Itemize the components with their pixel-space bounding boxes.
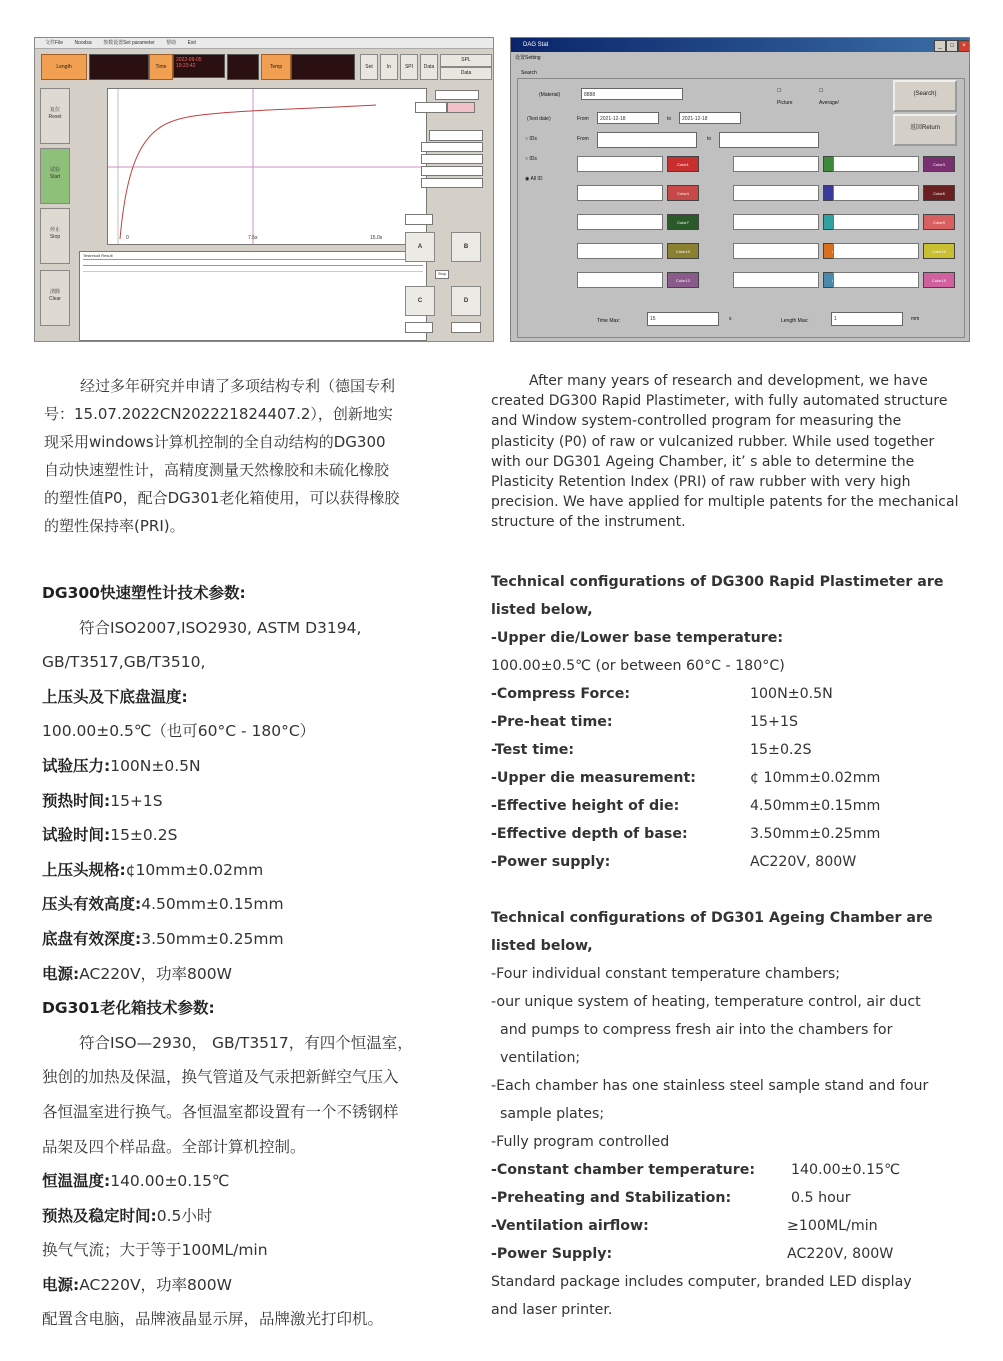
- time-max-input[interactable]: 15: [647, 312, 719, 326]
- plot-curve: [120, 105, 376, 239]
- cn-dg300-title: DG300快速塑性计技术参数:: [42, 584, 246, 602]
- cn-spec-row: [42, 1268, 413, 1303]
- setting-menu[interactable]: 设置Setting: [515, 55, 541, 61]
- cn-spec-label: 压头有效高度:: [42, 895, 142, 914]
- stop-small[interactable]: Stop: [435, 270, 449, 279]
- en-spec-label: -Power Supply:: [491, 1246, 613, 1262]
- en-dg301-title-2: listed below,: [491, 938, 593, 954]
- en-specs: [491, 574, 971, 1334]
- value-input-top[interactable]: [405, 214, 433, 225]
- software-screenshot-search: [510, 37, 970, 342]
- color-swatch[interactable]: Color15: [923, 272, 955, 288]
- cn-spec-label: 上压头规格:: [42, 860, 126, 879]
- cn-spec-value: 140.00±0.15℃: [110, 1172, 230, 1191]
- en-spec-value: AC220V, 800W: [787, 1246, 894, 1262]
- en-spec-value: 3.50mm±0.25mm: [750, 826, 881, 842]
- value-input-bottom-2[interactable]: [451, 322, 481, 333]
- cn-intro-line: 经过多年研究并申请了多项结构专利（德国专利: [80, 377, 396, 395]
- param-select-2[interactable]: [429, 130, 483, 141]
- radio-ids-2-label: IDs: [529, 156, 537, 162]
- test-curve-plot: [107, 88, 427, 245]
- cn-spec-label: 试验压力:: [42, 756, 111, 775]
- software-screenshot-main: [34, 37, 494, 342]
- menu-item[interactable]: Noodsa: [74, 40, 92, 46]
- en-spec-label: -Power supply:: [491, 854, 611, 870]
- maximize-icon[interactable]: □: [946, 40, 958, 52]
- en-dg301-line: -Four individual constant temperature chambers;: [491, 966, 841, 982]
- color-id-input[interactable]: [577, 156, 663, 172]
- cn-spec-value: 4.50mm±0.15mm: [141, 895, 284, 914]
- color-swatch[interactable]: Color10: [667, 243, 699, 259]
- cn-spec-label: 预热及稳定时间:: [42, 1206, 157, 1225]
- color-id-input[interactable]: [577, 243, 663, 259]
- cn-dg301-para: 各恒温室进行换气。各恒温室都设置有一个不锈钢样: [42, 1102, 399, 1121]
- param-select[interactable]: [435, 90, 479, 100]
- en-dg300-title: Technical configurations of DG300 Rapid Plastimeter are: [491, 574, 944, 590]
- cn-intro-line: 号：15.07.2022CN202221824407.2），创新地实: [44, 405, 393, 423]
- cn-dg300-temp-label: 上压头及下底盘温度:: [42, 687, 188, 706]
- en-spec-value: 15+1S: [750, 714, 798, 730]
- return-button[interactable]: 返回Return: [893, 114, 957, 146]
- en-dg300-temp-label: -Upper die/Lower base temperature:: [491, 630, 784, 646]
- radio-all-id[interactable]: ◉ All ID: [525, 176, 543, 182]
- table-header: [83, 259, 423, 266]
- en-intro-line: Plasticity Retention Index (PRI) of raw rubber with very high: [491, 474, 911, 491]
- param-field-1[interactable]: [421, 142, 483, 152]
- en-spec-label: -Effective depth of base:: [491, 826, 688, 842]
- cn-spec-value: 0.5小时: [156, 1206, 213, 1225]
- data-button[interactable]: Data: [420, 54, 438, 80]
- xtick-0: 0: [126, 235, 129, 241]
- picture-checkbox[interactable]: ☐: [777, 88, 782, 94]
- length-unit: mm: [911, 316, 920, 322]
- en-spec-label: -Constant chamber temperature:: [491, 1162, 756, 1178]
- en-intro-line: and Window system-controlled program for measuring the: [491, 413, 902, 430]
- en-dg301-line: -Fully program controlled: [491, 1134, 670, 1150]
- spl-button[interactable]: SPL: [440, 54, 492, 67]
- cn-spec-row: [42, 1233, 413, 1268]
- cn-spec-row: [42, 887, 413, 922]
- search-button[interactable]: (Search): [893, 80, 957, 112]
- color-id-input[interactable]: [733, 156, 819, 172]
- en-dg301-line: ventilation;: [500, 1050, 581, 1066]
- id-from-input[interactable]: [597, 132, 697, 148]
- cn-spec-row: [42, 1164, 413, 1199]
- en-spec-label: -Test time:: [491, 742, 575, 758]
- cn-spec-label: 底盘有效深度:: [42, 929, 142, 948]
- en-dg301-line: sample plates;: [500, 1106, 605, 1122]
- cn-spec-row: [42, 853, 413, 888]
- cn-footer: 配置含电脑，品牌液晶显示屏，品牌激光打印机。: [42, 1310, 384, 1329]
- color-id-input[interactable]: [833, 272, 919, 288]
- color-id-input[interactable]: [733, 214, 819, 230]
- reset-en: Reset: [48, 114, 62, 120]
- en-dg301-line: -Each chamber has one stainless steel sample stand and four: [491, 1078, 929, 1094]
- material-select[interactable]: 8888: [581, 88, 683, 100]
- cn-dg301-title: DG301老化箱技术参数:: [42, 999, 215, 1018]
- clear-cn: 清除: [49, 289, 60, 295]
- cn-spec-value: AC220V，功率800W: [79, 1275, 232, 1294]
- average-checkbox[interactable]: ☐: [819, 88, 824, 94]
- en-spec-value: AC220V, 800W: [750, 854, 857, 870]
- menu-item[interactable]: 参数设置Set parameter: [103, 40, 155, 46]
- cn-spec-label: 电源:: [42, 964, 80, 983]
- menu-item[interactable]: 帮助: [166, 40, 177, 46]
- color-id-input[interactable]: [733, 272, 819, 288]
- color-id-input[interactable]: [577, 214, 663, 230]
- picture-label: Picture: [777, 100, 793, 106]
- cn-dg300-standards: 符合ISO2007,ISO2930, ASTM D3194,: [79, 618, 362, 637]
- cn-dg300-temp-value: 100.00±0.5℃（也可60°C - 180°C）: [42, 722, 316, 741]
- xtick-2: 15.0s: [370, 235, 383, 241]
- in-button[interactable]: In: [380, 54, 398, 80]
- length-max-input[interactable]: 1: [831, 312, 903, 326]
- en-dg301-line: -our unique system of heating, temperature control, air duct: [491, 994, 921, 1010]
- datetime-readout: 2022-09-05 19:23:42: [173, 54, 225, 78]
- table-title: Testresult Result: [83, 253, 113, 258]
- value-input-bottom[interactable]: [405, 322, 433, 333]
- length-label: Length: [41, 54, 87, 80]
- cn-spec-value: 3.50mm±0.25mm: [141, 929, 284, 948]
- time-max-label: Time Max:: [597, 318, 621, 324]
- en-spec-value: 140.00±0.15℃: [791, 1162, 901, 1178]
- stop-en: Stop: [49, 234, 61, 240]
- param-field-3[interactable]: [421, 166, 483, 176]
- cn-intro-line: 的塑性值P0，配合DG301老化箱使用，可以获得橡胶: [44, 489, 400, 507]
- temp-label: Temp: [261, 54, 291, 80]
- param-input-1[interactable]: [415, 102, 447, 113]
- en-dg300-temp-value: 100.00±0.5℃ (or between 60°C - 180°C): [491, 658, 785, 674]
- en-spec-label: -Upper die measurement:: [491, 770, 696, 786]
- color-swatch[interactable]: Color13: [667, 272, 699, 288]
- param-field-2[interactable]: [421, 154, 483, 164]
- cn-dg300-standards-2: GB/T3517,GB/T3510,: [42, 653, 206, 672]
- to-date-input[interactable]: 2021-12-18: [679, 112, 741, 124]
- color-swatch[interactable]: Color1: [667, 156, 699, 172]
- color-id-input[interactable]: [577, 272, 663, 288]
- test-date-label: (Test date): [527, 116, 551, 122]
- clear-button[interactable]: [40, 270, 70, 326]
- cn-intro: [44, 372, 399, 540]
- cn-spec-row: [42, 1199, 413, 1234]
- cn-intro-line: 自动快速塑性计，高精度测量天然橡胶和未硫化橡胶: [44, 461, 390, 479]
- start-en: Start: [49, 174, 61, 180]
- en-spec-value: ≥100ML/min: [787, 1218, 878, 1234]
- color-id-input[interactable]: [833, 185, 919, 201]
- param-input-2[interactable]: [447, 102, 475, 113]
- time-label: Time: [149, 54, 173, 80]
- average-label: Average/: [819, 100, 839, 106]
- en-footer-2: and laser printer.: [491, 1302, 613, 1318]
- cn-dg300-specs: [42, 576, 413, 1337]
- en-intro: [491, 371, 958, 533]
- reset-button[interactable]: [40, 88, 70, 144]
- a-button[interactable]: A: [405, 232, 435, 262]
- en-spec-label: -Compress Force:: [491, 686, 630, 702]
- cn-dg301-para: 符合ISO—2930， GB/T3517，有四个恒温室，: [79, 1033, 413, 1052]
- cn-intro-line: 现采用windows计算机控制的全自动结构的DG300: [44, 433, 386, 451]
- cn-spec-row: [42, 957, 413, 992]
- en-spec-label: -Effective height of die:: [491, 798, 680, 814]
- en-footer: Standard package includes computer, branded LED display: [491, 1274, 912, 1290]
- cn-dg301-para: 品架及四个样品盘。全部计算机控制。: [42, 1137, 306, 1156]
- length-readout: [89, 54, 149, 80]
- d-button[interactable]: D: [451, 286, 481, 316]
- en-intro-line: precision. We have applied for multiple patents for the mechanical: [491, 494, 959, 511]
- color-swatch[interactable]: Color6: [923, 185, 955, 201]
- stop-cn: 停止: [49, 227, 60, 233]
- id-to-input[interactable]: [719, 132, 819, 148]
- cn-spec-label: 恒温温度:: [42, 1172, 111, 1191]
- en-spec-value: 100N±0.5N: [750, 686, 833, 702]
- to2-label: to: [707, 136, 712, 142]
- cn-spec-value: 15±0.2S: [110, 826, 178, 845]
- en-spec-label: -Preheating and Stabilization:: [491, 1190, 732, 1206]
- cn-spec-label: 电源:: [42, 1275, 80, 1294]
- from2-label: From: [577, 136, 589, 142]
- window-title: DAG Stat: [523, 42, 549, 48]
- close-icon[interactable]: ×: [958, 40, 970, 52]
- start-cn: 试验: [49, 167, 60, 173]
- cn-spec-label: 预热时间:: [42, 791, 111, 810]
- en-intro-line: After many years of research and development, we have: [529, 373, 928, 389]
- minimize-icon[interactable]: _: [934, 40, 946, 52]
- color-swatch[interactable]: Color7: [667, 214, 699, 230]
- cn-spec-row: [42, 784, 413, 819]
- length-max-label: Length Max:: [781, 318, 809, 324]
- cn-spec-value: ¢10mm±0.02mm: [125, 860, 264, 879]
- menu-item[interactable]: Exit: [187, 40, 196, 46]
- cn-spec-label: 换气气流；大于等于100ML/min: [42, 1241, 268, 1260]
- radio-ids-2[interactable]: ○ IDs: [525, 156, 537, 162]
- menu-bar: [35, 38, 493, 49]
- temp-readout: [291, 54, 355, 80]
- cn-spec-row: [42, 749, 413, 784]
- en-spec-label: -Ventilation airflow:: [491, 1218, 649, 1234]
- c-button[interactable]: C: [405, 286, 435, 316]
- cn-spec-value: 15+1S: [110, 791, 163, 810]
- b-button[interactable]: B: [451, 232, 481, 262]
- color-swatch[interactable]: Color12: [923, 243, 955, 259]
- color-id-input[interactable]: [833, 156, 919, 172]
- en-intro-line: structure of the instrument.: [491, 514, 686, 531]
- result-table: [79, 251, 427, 341]
- color-swatch[interactable]: Color3: [923, 156, 955, 172]
- reset-cn: 复位: [49, 107, 60, 113]
- param-field-4[interactable]: [421, 178, 483, 188]
- color-swatch[interactable]: Color4: [667, 185, 699, 201]
- to-label: to: [667, 116, 672, 122]
- en-intro-line: plasticity (P0) of raw or vulcanized rubber. While used together: [491, 433, 935, 450]
- time-readout: [227, 54, 259, 80]
- cn-spec-row: [42, 922, 413, 957]
- spi-button[interactable]: SPI: [400, 54, 418, 80]
- en-intro-line: created DG300 Rapid Plastimeter, with fully automated structure: [491, 393, 948, 410]
- en-dg301-line: and pumps to compress fresh air into the chambers for: [500, 1022, 893, 1038]
- en-dg301-title: Technical configurations of DG301 Ageing Chamber are: [491, 910, 933, 926]
- en-dg300-title-2: listed below,: [491, 602, 593, 618]
- cn-spec-value: AC220V，功率800W: [79, 964, 232, 983]
- en-spec-value: 4.50mm±0.15mm: [750, 798, 881, 814]
- en-intro-line: with our DG301 Ageing Chamber, it’ s able to determine the: [491, 453, 915, 470]
- data-button-2[interactable]: Data: [440, 67, 492, 80]
- en-spec-value: ¢ 10mm±0.02mm: [750, 770, 881, 786]
- en-spec-value: 0.5 hour: [791, 1190, 851, 1206]
- search-group-label: Search: [521, 70, 537, 76]
- color-swatch[interactable]: Color9: [923, 214, 955, 230]
- color-id-input[interactable]: [833, 214, 919, 230]
- color-id-input[interactable]: [733, 243, 819, 259]
- table-row[interactable]: [83, 266, 423, 272]
- radio-all-id-label: All ID: [530, 176, 543, 182]
- from-label: From: [577, 116, 589, 122]
- cn-dg301-para: 独创的加热及保温，换气管道及气汞把新鲜空气压入: [42, 1068, 399, 1087]
- menu-item[interactable]: 文件File: [45, 40, 64, 46]
- time-unit: s: [729, 316, 732, 322]
- cn-spec-label: 试验时间:: [42, 826, 111, 845]
- cn-spec-row: [42, 818, 413, 853]
- material-label: (Material): [539, 92, 561, 98]
- start-button[interactable]: [40, 148, 70, 204]
- from-date-input[interactable]: 2021-12-18: [597, 112, 659, 124]
- radio-ids-1[interactable]: ○ IDs: [525, 136, 537, 142]
- window-titlebar: [511, 38, 969, 52]
- stop-button[interactable]: [40, 208, 70, 264]
- color-id-input[interactable]: [733, 185, 819, 201]
- plot-canvas: [108, 89, 426, 244]
- cn-spec-value: 100N±0.5N: [110, 756, 201, 775]
- xtick-1: 7.5s: [248, 235, 258, 241]
- color-id-input[interactable]: [833, 243, 919, 259]
- set-button[interactable]: Set: [360, 54, 378, 80]
- radio-ids-1-label: IDs: [529, 136, 537, 142]
- clear-en: Clear: [49, 296, 61, 302]
- en-spec-label: -Pre-heat time:: [491, 714, 613, 730]
- cn-intro-line: 的塑性保持率(PRI)。: [44, 517, 185, 535]
- en-spec-value: 15±0.2S: [750, 742, 812, 758]
- color-id-input[interactable]: [577, 185, 663, 201]
